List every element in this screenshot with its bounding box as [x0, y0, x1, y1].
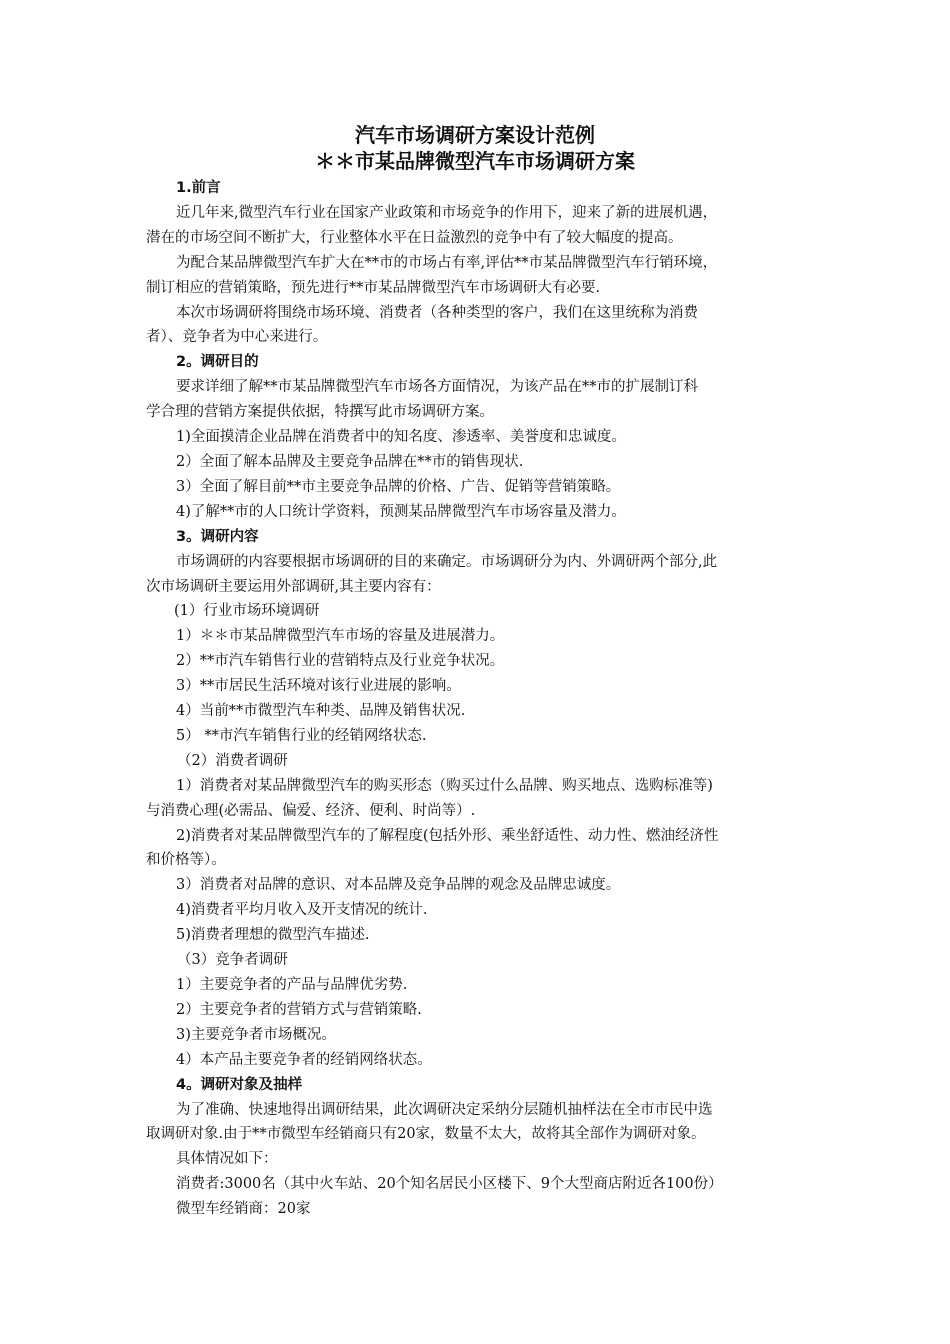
- text-line: 2）主要竞争者的营销方式与营销策略.: [176, 1001, 422, 1018]
- text-line: 制订相应的营销策略，预先进行**市某品牌微型汽车市场调研大有必要.: [146, 279, 601, 296]
- text-line: 4)消费者平均月收入及开支情况的统计.: [176, 902, 428, 919]
- text-line: 2）全面了解本品牌及主要竞争品牌在**市的销售现状.: [176, 453, 524, 470]
- text-line: 1）消费者对某品牌微型汽车的购买形态（购买过什么品牌、购买地点、选购标准等): [176, 777, 713, 794]
- text-line: 为了准确、快速地得出调研结果，此次调研决定采纳分层随机抽样法在全市市民中选: [176, 1101, 713, 1118]
- text-line: 3)主要竞争者市场概况。: [176, 1026, 336, 1043]
- text-line: （2）消费者调研: [177, 752, 288, 769]
- text-line: 本次市场调研将围绕市场环境、消费者（各种类型的客户，我们在这里统称为消费: [176, 304, 698, 321]
- text-line: (1）行业市场环境调研: [174, 603, 320, 620]
- text-line: 4)了解**市的人口统计学资料，预测某品牌微型汽车市场容量及潜力。: [176, 503, 626, 520]
- section-heading: 3。调研内容: [176, 528, 259, 545]
- text-line: 1)全面摸清企业品牌在消费者中的知名度、渗透率、美誉度和忠诚度。: [176, 429, 626, 446]
- text-line: 潜在的市场空间不断扩大，行业整体水平在日益激烈的竞争中有了较大幅度的提高。: [146, 229, 683, 246]
- text-line: 2)消费者对某品牌微型汽车的了解程度(包括外形、乘坐舒适性、动力性、燃油经济性: [176, 827, 719, 844]
- text-line: 次市场调研主要运用外部调研,其主要内容有：: [146, 578, 441, 595]
- text-line: 市场调研的内容要根据市场调研的目的来确定。市场调研分为内、外调研两个部分,此: [176, 553, 718, 570]
- text-line: 消费者:3000名（其中火车站、20个知名居民小区楼下、9个大型商店附近各100份）: [176, 1176, 723, 1193]
- text-line: （3）竞争者调研: [177, 952, 288, 969]
- text-line: 具体情况如下：: [176, 1151, 278, 1168]
- text-line: 4）当前**市微型汽车种类、品牌及销售状况.: [176, 703, 466, 720]
- document-subtitle: ＊＊市某品牌微型汽车市场调研方案: [315, 149, 635, 173]
- text-line: 1）主要竞争者的产品与品牌优劣势.: [176, 977, 408, 993]
- section-heading: 1.前言: [176, 180, 221, 196]
- text-line: 和价格等）。: [146, 852, 226, 869]
- document-body: [146, 176, 804, 1222]
- text-line: 5)消费者理想的微型汽车描述.: [176, 927, 370, 944]
- text-line: 3）**市居民生活环境对该行业进展的影响。: [176, 678, 461, 695]
- text-line: 为配合某品牌微型汽车扩大在**市的市场占有率,评估**市某品牌微型汽车行销环境，: [176, 254, 718, 271]
- text-line: 与消费心理(必需品、偏爱、经济、便利、时尚等）.: [146, 802, 476, 819]
- section-heading: 4。调研对象及抽样: [176, 1076, 303, 1093]
- text-line: 者）、竞争者为中心来进行。: [146, 329, 328, 346]
- text-line: 3）消费者对品牌的意识、对本品牌及竞争品牌的观念及品牌忠诚度。: [176, 877, 621, 894]
- text-line: 要求详细了解**市某品牌微型汽车市场各方面情况，为该产品在**市的扩展制订科: [176, 379, 698, 396]
- text-line: 微型车经销商：20家: [176, 1201, 311, 1218]
- text-line: 5） **市汽车销售行业的经销网络状态.: [176, 727, 427, 744]
- text-line: 1）＊＊市某品牌微型汽车市场的容量及进展潜力。: [176, 628, 505, 645]
- text-line: 学合理的营销方案提供依据，特撰写此市场调研方案。: [146, 404, 494, 421]
- text-line: 2）**市汽车销售行业的营销特点及行业竞争状况。: [176, 653, 505, 670]
- text-line: 3）全面了解目前**市主要竞争品牌的价格、广告、促销等营销策略。: [176, 478, 621, 495]
- text-line: 取调研对象.由于**市微型车经销商只有20家，数量不太大，故将其全部作为调研对象。: [146, 1126, 706, 1143]
- text-line: 4）本产品主要竞争者的经销网络状态。: [176, 1051, 432, 1068]
- document-title: 汽车市场调研方案设计范例: [355, 123, 595, 147]
- text-line: 近几年来,微型汽车行业在国家产业政策和市场竞争的作用下，迎来了新的进展机遇，: [176, 204, 718, 221]
- section-heading: 2。调研目的: [176, 354, 259, 371]
